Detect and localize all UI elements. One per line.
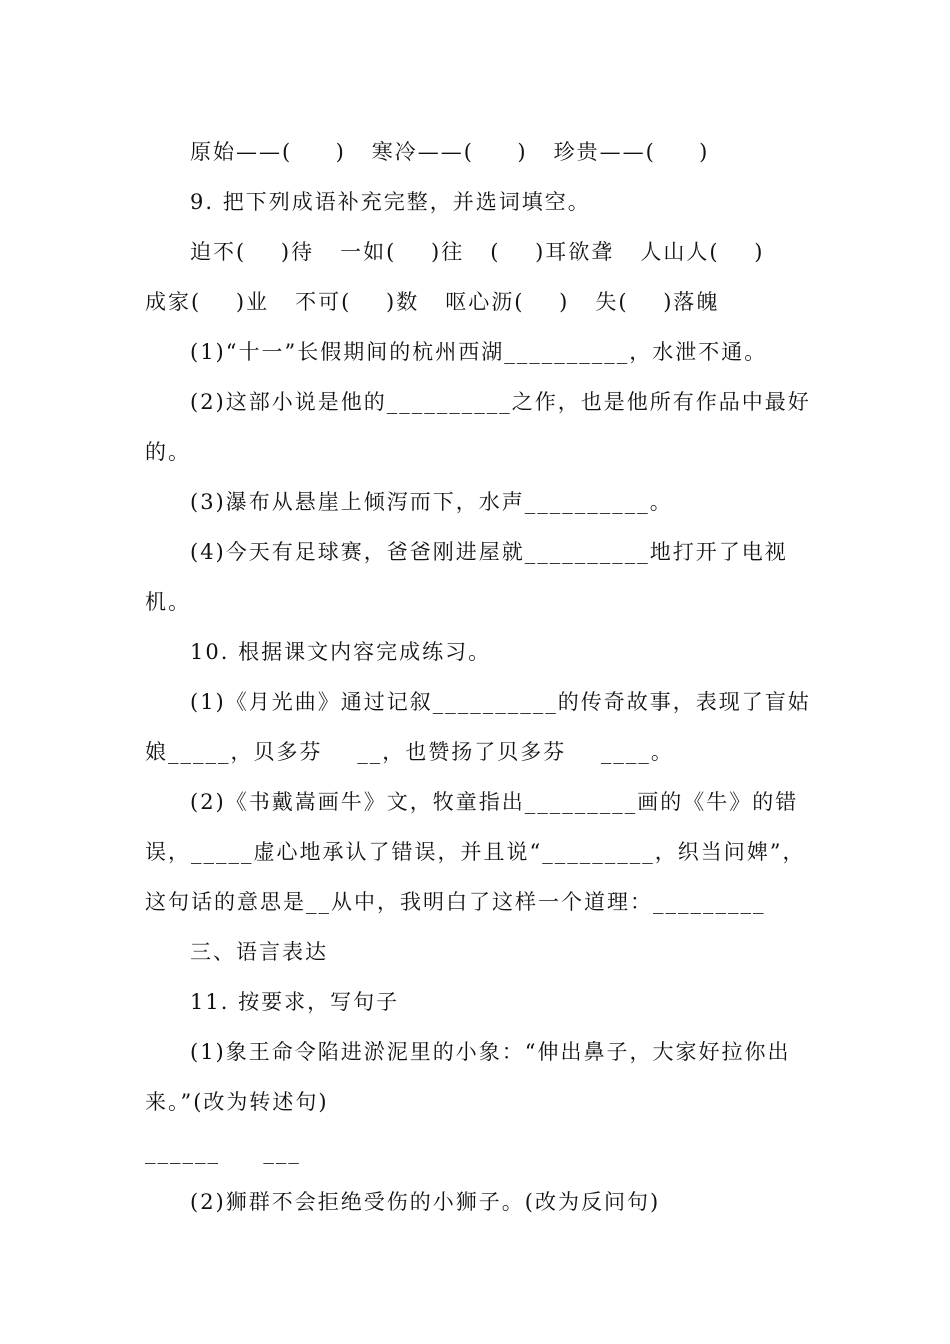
antonym-line: 原始——( ) 寒冷——( ) 珍贵——( ) [190,140,710,164]
idiom-row-1: 迫不( )待 一如( )往 ( )耳欲聋 人山人( ) [190,240,765,264]
q9-item-2: (2)这部小说是他的__________之作，也是他所有作品中最好 [190,390,811,414]
q10-item-1: (1)《月光曲》通过记叙__________的传奇故事，表现了盲姑 [190,690,811,714]
q10-item-2-cont-2: 这句话的意思是__从中，我明白了这样一个道理：_________ [145,890,766,914]
q9-item-4: (4)今天有足球赛，爸爸刚进屋就__________地打开了电视 [190,540,788,564]
q11-item-1: (1)象王命令陷进淤泥里的小象：“伸出鼻子，大家好拉你出 [190,1040,791,1064]
q10-item-2-cont-1: 误，_____虚心地承认了错误，并且说“_________，织当问婢”， [145,840,806,864]
answer-blank-line: ______ ___ [145,1140,301,1164]
q9-item-1: (1)“十一”长假期间的杭州西湖__________，水泄不通。 [190,340,768,364]
q9-item-4-cont: 机。 [145,590,191,614]
idiom-row-2: 成家( )业 不可( )数 呕心沥( ) 失( )落魄 [145,290,720,314]
question-10-heading: 10. 根据课文内容完成练习。 [190,640,492,664]
q10-item-1-cont: 娘_____，贝多芬 __，也赞扬了贝多芬 ____。 [145,740,674,764]
q11-item-2: (2)狮群不会拒绝受伤的小狮子。(改为反问句) [190,1190,661,1214]
q10-item-2: (2)《书戴嵩画牛》文，牧童指出_________画的《牛》的错 [190,790,799,814]
q9-item-2-cont: 的。 [145,440,191,464]
q11-item-1-cont: 来。”(改为转述句) [145,1090,329,1114]
section-3-heading: 三、语言表达 [190,940,328,964]
q9-item-3: (3)瀑布从悬崖上倾泻而下，水声__________。 [190,490,673,514]
question-9-heading: 9. 把下列成语补充完整，并选词填空。 [190,190,591,214]
question-11-heading: 11. 按要求，写句子 [190,990,400,1014]
